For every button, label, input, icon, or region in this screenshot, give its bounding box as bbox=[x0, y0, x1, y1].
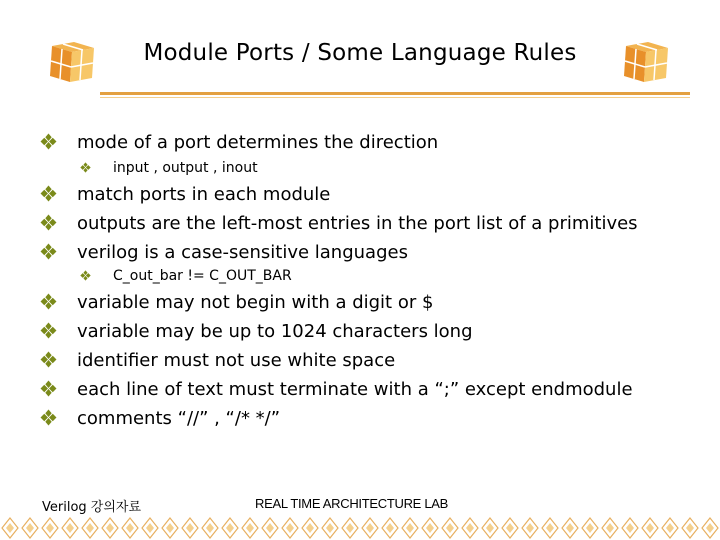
diamond-bullet-icon bbox=[40, 243, 57, 260]
diamond-bullet-icon bbox=[40, 185, 57, 202]
diamond-bullet-icon bbox=[80, 162, 91, 173]
bullet-item bbox=[40, 292, 433, 313]
bullet-text: match ports in each module bbox=[77, 184, 331, 205]
bullet-item bbox=[40, 321, 473, 342]
diamond-bullet-icon bbox=[40, 322, 57, 339]
slide-title: Module Ports / Some Language Rules bbox=[143, 40, 577, 66]
bullet-item bbox=[40, 213, 638, 234]
bullet-text: outputs are the left-most entries in the port list of a primitives bbox=[77, 213, 638, 234]
bullet-text: identifier must not use white space bbox=[77, 350, 396, 371]
diamond-bullet-icon bbox=[80, 270, 91, 281]
bullet-text: comments “//” , “/* */” bbox=[77, 408, 281, 429]
bullet-item bbox=[40, 242, 408, 263]
bullet-text: verilog is a case-sensitive languages bbox=[77, 242, 408, 263]
bullet-text: mode of a port determines the direction bbox=[77, 132, 439, 153]
bullet-item bbox=[40, 379, 633, 400]
bullet-text: variable may not begin with a digit or $ bbox=[77, 292, 434, 313]
diamond-bullet-icon bbox=[40, 380, 57, 397]
footer-course-label: Verilog 강의자료 bbox=[42, 500, 142, 515]
sub-bullet-item bbox=[80, 160, 258, 176]
sub-bullet-item bbox=[80, 268, 292, 284]
bullet-item bbox=[40, 350, 395, 371]
diamond-bullet-icon bbox=[40, 293, 57, 310]
footer-diamond-pattern bbox=[0, 516, 720, 540]
bullet-text: C_out_bar != C_OUT_BAR bbox=[113, 268, 292, 284]
bullet-text: each line of text must terminate with a “;” except endmodule bbox=[77, 379, 633, 400]
bullet-text: input , output , inout bbox=[113, 160, 258, 176]
bullet-text: variable may be up to 1024 characters long bbox=[77, 321, 473, 342]
diamond-bullet-icon bbox=[40, 351, 57, 368]
diamond-bullet-icon bbox=[40, 133, 57, 150]
bullet-item bbox=[40, 132, 438, 153]
diamond-bullet-icon bbox=[40, 214, 57, 231]
footer-lab-name: REAL TIME ARCHITECTURE LAB bbox=[255, 496, 449, 511]
diamond-bullet-icon bbox=[40, 409, 57, 426]
bullet-item bbox=[40, 184, 330, 205]
bullet-item bbox=[40, 408, 280, 429]
